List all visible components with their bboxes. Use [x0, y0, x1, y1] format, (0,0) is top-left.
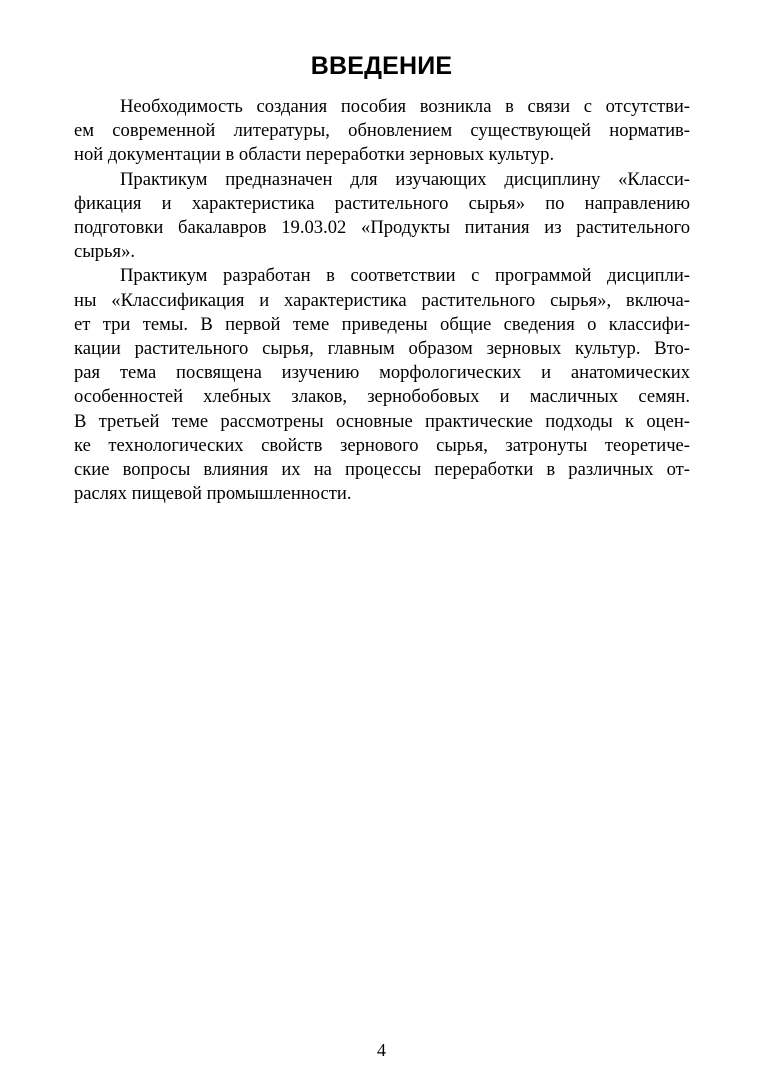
text-line: раслях пищевой промышленности. [74, 483, 352, 505]
text-line: В третьей теме рассмотрены основные практические подходы к оцен- [74, 410, 690, 432]
text-line: Необходимость создания пособия возникла в связи с отсутстви- [120, 96, 690, 117]
text-line: ке технологических свойств зернового сырья, затронуты теоретиче- [74, 434, 690, 456]
text-line: кации растительного сырья, главным образом зерновых культур. Вто- [74, 338, 690, 360]
text-line: фикация и характеристика растительного сырья» по направлению [74, 192, 690, 214]
paragraph-3 [74, 264, 690, 506]
text-line: Практикум предназначен для изучающих дисциплину «Класси- [120, 168, 690, 190]
text-line: рая тема посвящена изучению морфологических и анатомических [74, 362, 690, 384]
text-line: ские вопросы влияния их на процессы переработки в различных от- [74, 459, 690, 481]
text-line: подготовки бакалавров 19.03.02 «Продукты питания из растительного [74, 217, 690, 239]
text-line: ет три темы. В первой теме приведены общие сведения о классифи- [74, 313, 690, 335]
page-title: ВВЕДЕНИЕ [310, 52, 453, 80]
paragraph-1 [74, 95, 690, 168]
text-line: ем современной литературы, обновлением существующей норматив- [74, 120, 690, 142]
text-line: Практикум разработан в соответствии с программой дисципли- [120, 265, 690, 287]
text-line: ной документации в области переработки зерновых культур. [74, 144, 555, 166]
paragraph-2 [74, 168, 690, 265]
text-line: особенностей хлебных злаков, зернобобовых и масличных семян. [74, 386, 690, 408]
page-number: 4 [377, 1040, 386, 1060]
text-line: ны «Классификация и характеристика растительного сырья», включа- [74, 289, 690, 311]
body-text [74, 95, 690, 506]
text-line: сырья». [74, 241, 136, 263]
